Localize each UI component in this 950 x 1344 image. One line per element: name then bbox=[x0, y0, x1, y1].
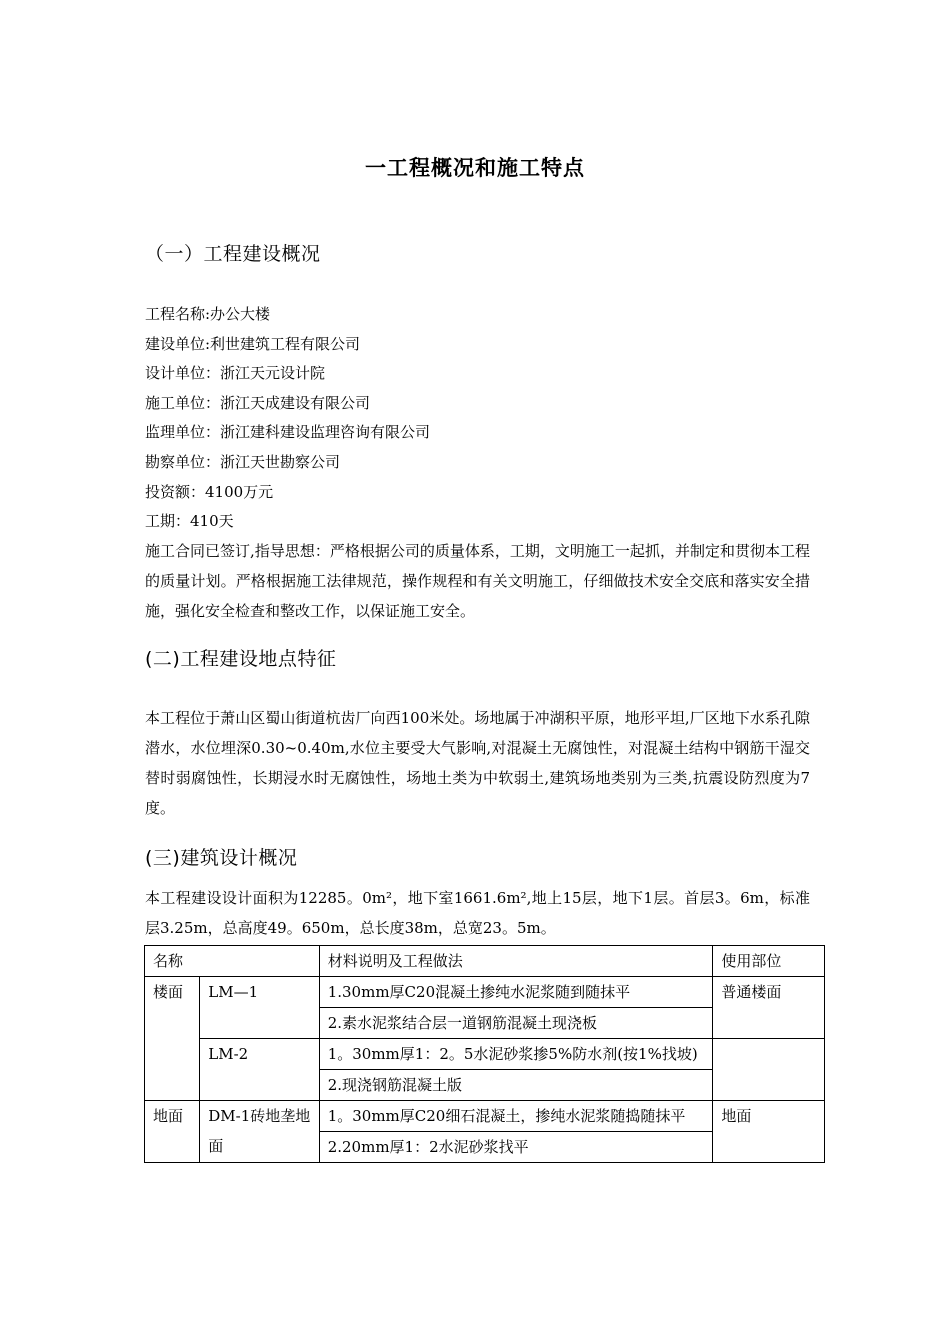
info-contractor: 施工单位：浙江天成建设有限公司 bbox=[145, 393, 371, 412]
lm1-location: 普通楼面 bbox=[713, 977, 825, 1039]
guiding-principle-paragraph: 施工合同已签订,指导思想：严格根据公司的质量体系，工期，文明施工一起抓，并制定和贯彻本工程的质量计划。严格根据施工法律规范，操作规程和有关文明施工，仔细做技术安全交底和落实安全措施，强化安全检查和整改工作，以保证施工安全。 bbox=[145, 542, 810, 620]
table-row bbox=[145, 977, 825, 1008]
header-method: 材料说明及工程做法 bbox=[319, 946, 713, 977]
code-lm2: LM-2 bbox=[200, 1039, 319, 1101]
header-location: 使用部位 bbox=[713, 946, 825, 977]
section-heading-architectural-design: (三)建筑设计概况 bbox=[145, 847, 298, 869]
table-row bbox=[145, 1039, 825, 1070]
info-owner: 建设单位:利世建筑工程有限公司 bbox=[145, 334, 361, 353]
code-lm1: LM—1 bbox=[200, 977, 319, 1039]
table-header-row bbox=[145, 946, 825, 977]
code-dm1: DM-1砖地垄地面 bbox=[200, 1101, 319, 1163]
info-supervisor: 监理单位：浙江建科建设监理咨询有限公司 bbox=[145, 423, 431, 442]
dm1-step2: 2.20mm厚1：2水泥砂浆找平 bbox=[319, 1132, 713, 1163]
lm1-step1: 1.30mm厚C20混凝土掺纯水泥浆随到随抹平 bbox=[319, 977, 713, 1008]
section-heading-site-features: (二)工程建设地点特征 bbox=[145, 648, 337, 670]
info-investment: 投资额：4100万元 bbox=[145, 482, 274, 501]
site-features-paragraph: 本工程位于萧山区蜀山街道杭齿厂向西100米处。场地属于冲湖积平原，地形平坦,厂区地下水系孔隙潜水，水位埋深0.30~0.40m,水位主要受大气影响,对混凝土无腐蚀性，对混凝土结构中钢筋干湿交替时弱腐蚀性，长期浸水时无腐蚀性，场地土类为中软弱土,建筑场地类别为三类,抗震设防烈度为7度。 bbox=[145, 709, 810, 817]
materials-table bbox=[144, 945, 825, 1163]
info-surveyor: 勘察单位：浙江天世勘察公司 bbox=[145, 452, 341, 471]
lm2-step1: 1。30mm厚1：2。5水泥砂浆掺5%防水剂(按1%找坡) bbox=[319, 1039, 713, 1070]
document-title: 一工程概况和施工特点 bbox=[365, 156, 585, 180]
info-project-name: 工程名称:办公大楼 bbox=[145, 305, 271, 323]
project-info-list bbox=[145, 300, 815, 537]
dm1-step1: 1。30mm厚C20细石混凝土，掺纯水泥浆随捣随抹平 bbox=[319, 1101, 713, 1132]
section-heading-project-overview: （一）工程建设概况 bbox=[145, 243, 321, 265]
info-designer: 设计单位：浙江天元设计院 bbox=[145, 364, 326, 383]
info-duration: 工期：410天 bbox=[145, 512, 234, 531]
row-label-floor: 楼面 bbox=[145, 977, 200, 1101]
dm1-location: 地面 bbox=[713, 1101, 825, 1163]
lm1-step2: 2.素水泥浆结合层一道钢筋混凝土现浇板 bbox=[319, 1008, 713, 1039]
lm2-location bbox=[713, 1039, 825, 1101]
row-label-ground: 地面 bbox=[145, 1101, 200, 1163]
design-overview-paragraph: 本工程建设设计面积为12285。0m²，地下室1661.6m²,地上15层，地下1层。首层3。6m，标准层3.25m，总高度49。650m，总长度38m，总宽23。5m。 bbox=[145, 889, 810, 937]
lm2-step2: 2.现浇钢筋混凝土版 bbox=[319, 1070, 713, 1101]
table-row bbox=[145, 1101, 825, 1132]
header-name: 名称 bbox=[145, 946, 320, 977]
